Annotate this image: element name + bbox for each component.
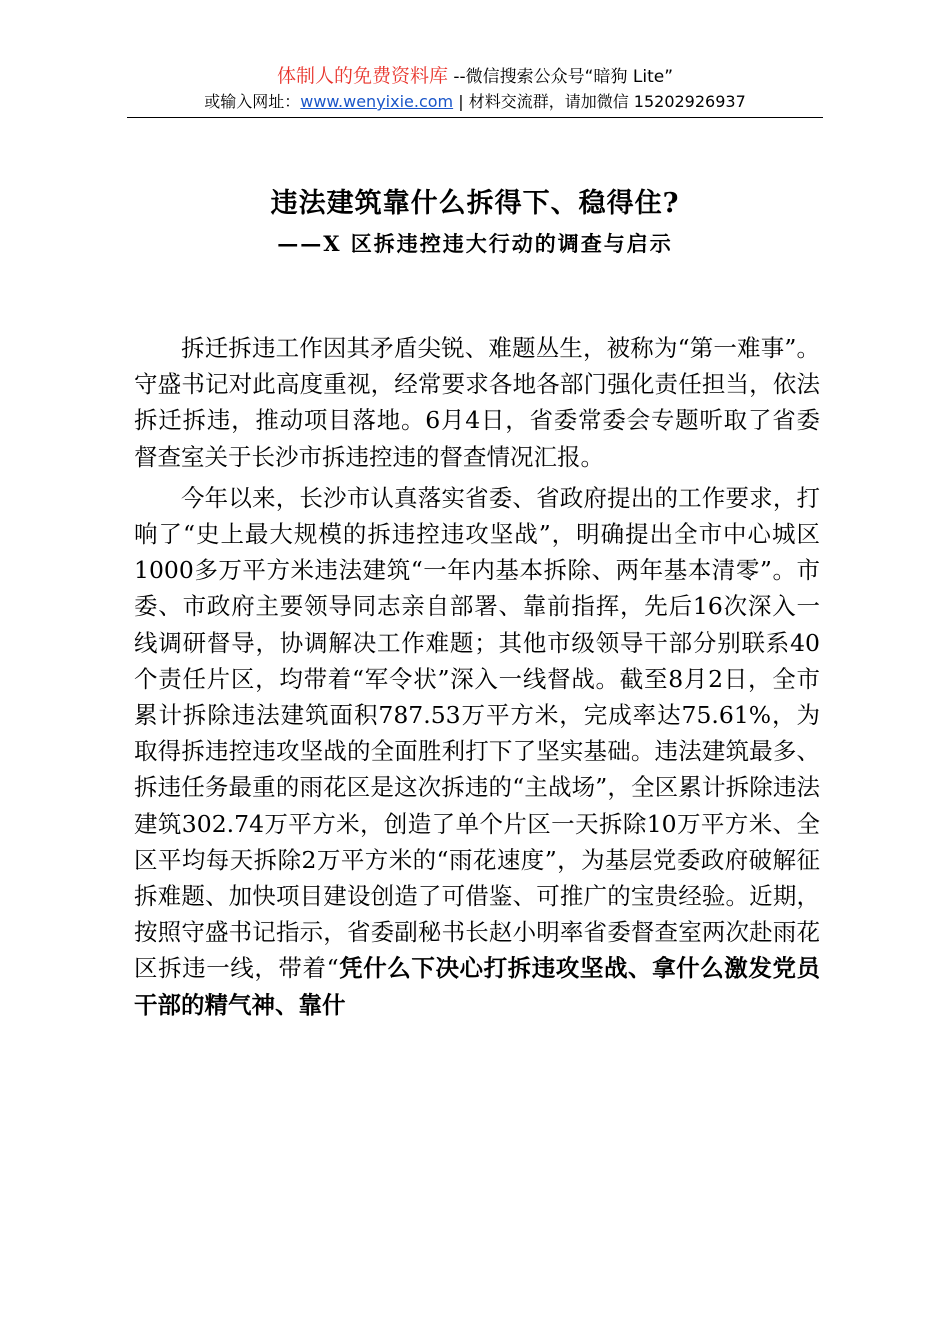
- document-subtitle: ——X 区拆违控违大行动的调查与启示: [277, 231, 673, 256]
- header-tagline: --微信搜索公众号“暗狗 Lite”: [448, 67, 674, 87]
- header-url-prefix: 或输入网址：: [204, 92, 301, 111]
- header-brand: 体制人的免费资料库: [276, 65, 448, 87]
- document-title: 违法建筑靠什么拆得下、稳得住?: [270, 188, 680, 219]
- paragraph-2-text: 今年以来，长沙市认真落实省委、省政府提出的工作要求，打响了“史上最大规模的拆违控违攻坚战”，明确提出全市中心城区1000多万平方米违法建筑“一年内基本拆除、两年基本清零”。市委、市政府主要领导同志亲自部署、靠前指挥，先后16次深入一线调研督导，协调解决工作难题；其他市级领导干部分别联系40个责任片区，均带着“军令状”深入一线督战。截至8月2日，全市累计拆除违法建筑面积787.53万平方米，完成率达75.61%，为取得拆违控违攻坚战的全面胜利打下了坚实基础。违法建筑最多、拆违任务最重的雨花区是这次拆违的“主战场”，全区累计拆除违法建筑302.74万平方米，创造了单个片区一天拆除10万平方米、全区平均每天拆除2万平方米的“雨花速度”，为基层党委政府破解征拆难题、加快项目建设创造了可借鉴、可推广的宝贵经验。近期，按照守盛书记指示，省委副秘书长赵小明率省委督查室两次赴雨花区拆违一线，带着“: [134, 483, 820, 983]
- header-line-1: [0, 64, 950, 89]
- page-header: [0, 64, 950, 113]
- paragraph-2: [134, 480, 820, 1023]
- header-url-link[interactable]: www.wenyixie.com: [300, 92, 454, 111]
- header-contact: | 材料交流群，请加微信 15202926937: [453, 92, 746, 111]
- document-body: [134, 330, 820, 1023]
- paragraph-2-bold-text: 凭什么下决心打拆违攻坚战、拿什么激发党员干部的精气神、靠什: [134, 954, 821, 1019]
- paragraph-1: 拆迁拆违工作因其矛盾尖锐、难题丛生，被称为“第一难事”。守盛书记对此高度重视，经常要求各地各部门强化责任担当，依法拆迁拆违，推动项目落地。6月4日，省委常委会专题听取了省委督查室关于长沙市拆违控违的督查情况汇报。: [134, 334, 820, 471]
- header-line-2: [0, 91, 950, 113]
- header-divider: [127, 117, 823, 118]
